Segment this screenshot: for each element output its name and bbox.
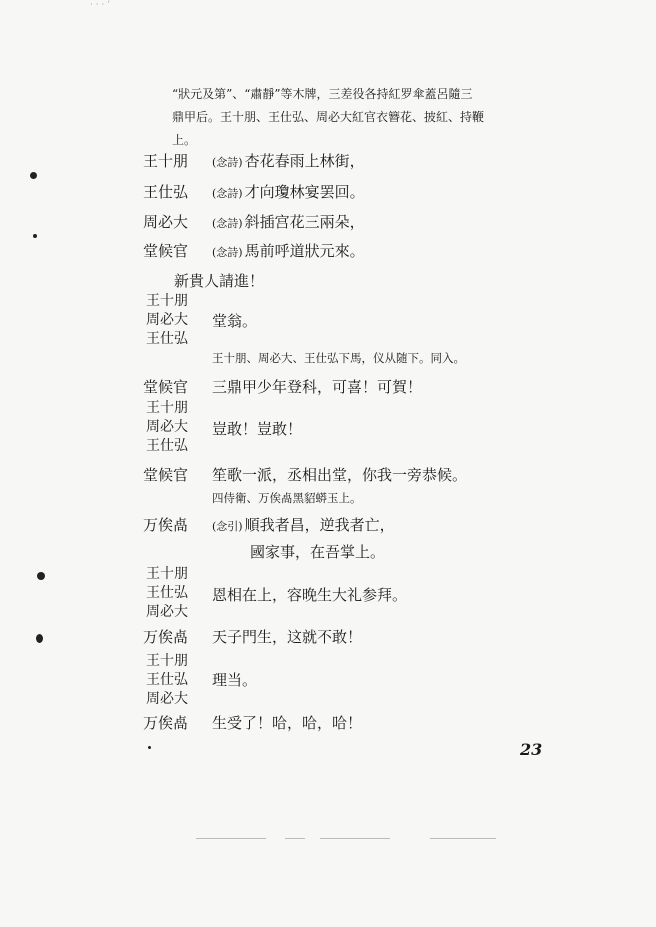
speaker-name: 周必大 [146, 691, 188, 707]
verse-line [212, 150, 365, 171]
scan-edge-mark [430, 838, 496, 839]
chant-tag: (念詩) [212, 187, 243, 200]
chant-tag: (念詩) [212, 156, 243, 169]
dialogue-line: 天子門生，这就不敢！ [212, 628, 363, 646]
chant-tag: (念詩) [212, 246, 243, 259]
verse-line [212, 181, 365, 202]
speaker-name: 王十朋 [146, 293, 188, 309]
page-number: 23 [520, 740, 543, 759]
dialogue-text: 順我者昌，逆我者亡， [244, 516, 395, 534]
dialogue-line: 堂翁。 [212, 312, 258, 330]
dialogue-line [212, 514, 395, 535]
speaker-name: 王仕弘 [146, 331, 188, 347]
margin-mark [30, 172, 37, 179]
speaker-name: 堂候官 [143, 466, 189, 484]
call-in-line: 新貴人請進！ [174, 272, 265, 290]
dialogue-line: 恩相在上，容晚生大礼参拜。 [212, 586, 408, 604]
margin-mark [33, 234, 37, 238]
speaker-name: 周必大 [146, 419, 188, 435]
stage-direction-line: “狀元及第”、“肅靜”等木牌，三差役各持紅罗傘蓋呂隨三 [172, 87, 473, 101]
verse-line [212, 211, 365, 232]
speaker-name: 堂候官 [143, 378, 189, 396]
header-fragment: · · · ‘ [90, 0, 111, 10]
speaker-name: 王仕弘 [146, 585, 188, 601]
verse-line [212, 240, 365, 261]
speaker-name: 王十朋 [146, 400, 188, 416]
speaker-name: 万俟卨 [143, 628, 189, 646]
intro-tag: (念引) [212, 520, 243, 533]
verse-text: 馬前呼道狀元來。 [244, 242, 365, 260]
chant-tag: (念詩) [212, 217, 243, 230]
verse-text: 斜插宫花三兩朵， [244, 213, 365, 231]
dialogue-line: 笙歌一派，丞相出堂，你我一旁恭候。 [212, 466, 468, 484]
speaker-name: 王十朋 [143, 152, 189, 170]
stage-direction-line: 鼎甲后。王十朋、王仕弘、周必大紅官衣簪花、披紅、持鞭 [172, 110, 485, 124]
scan-edge-mark [285, 838, 305, 839]
dialogue-line: 豈敢！豈敢！ [212, 420, 303, 438]
speaker-name: 周必大 [146, 312, 188, 328]
stage-direction: 王十朋、周必大、王仕弘下馬，仪从随下。同入。 [212, 351, 465, 365]
scan-edge-mark [196, 838, 266, 839]
stage-direction-line: 上。 [172, 133, 197, 147]
dialogue-line: 生受了！哈，哈，哈！ [212, 714, 363, 732]
dialogue-line: 理当。 [212, 671, 258, 689]
speaker-name: 王仕弘 [146, 672, 188, 688]
speaker-name: 堂候官 [143, 242, 189, 260]
dialogue-line: 三鼎甲少年登科，可喜！可賀！ [212, 378, 423, 396]
speaker-name: 王仕弘 [143, 183, 189, 201]
scan-edge-mark [320, 838, 390, 839]
speaker-name: 周必大 [146, 604, 188, 620]
verse-text: 才向瓊林宴罢回。 [244, 183, 365, 201]
speaker-name: 周必大 [143, 213, 189, 231]
margin-mark [36, 634, 43, 643]
speaker-name: 王十朋 [146, 653, 188, 669]
margin-mark [148, 746, 151, 749]
stage-direction: 四侍衛、万俟卨黑貂蟒玉上。 [212, 491, 362, 505]
speaker-name: 王仕弘 [146, 438, 188, 454]
speaker-name: 万俟卨 [143, 516, 189, 534]
dialogue-line: 國家事，在吾掌上。 [250, 543, 386, 561]
margin-mark [37, 572, 45, 580]
speaker-name: 王十朋 [146, 566, 188, 582]
speaker-name: 万俟卨 [143, 714, 189, 732]
verse-text: 杏花春雨上林街， [244, 152, 365, 170]
